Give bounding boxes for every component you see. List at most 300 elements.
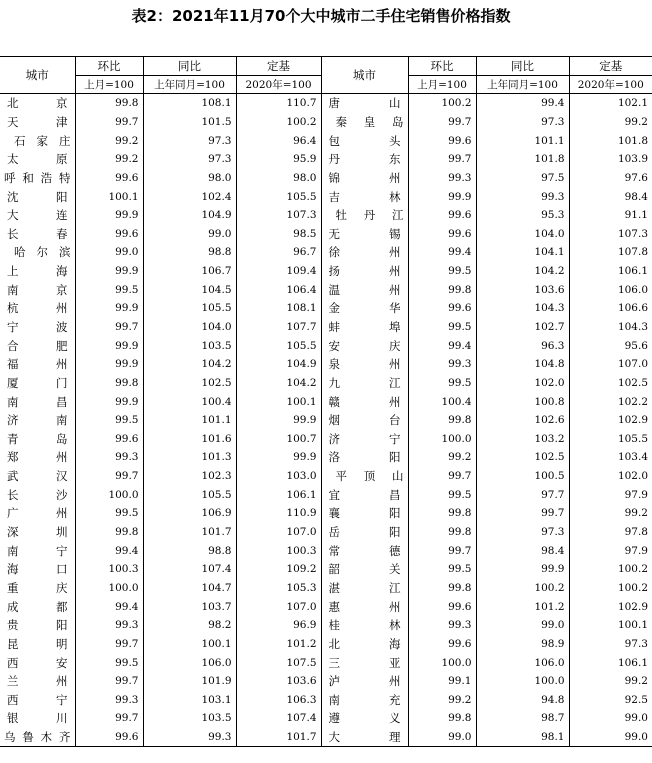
right-base-cell: 99.0 bbox=[569, 709, 652, 728]
table-row bbox=[0, 355, 652, 374]
right-base-cell: 99.2 bbox=[569, 113, 652, 132]
left-base-cell: 105.5 bbox=[236, 336, 321, 355]
table-row bbox=[0, 653, 652, 672]
left-mom-cell: 99.6 bbox=[75, 430, 143, 449]
right-city-cell: 常 德 bbox=[321, 541, 408, 560]
left-yoy-cell: 98.2 bbox=[143, 616, 236, 635]
left-base-cell: 101.2 bbox=[236, 635, 321, 654]
left-yoy-cell: 107.4 bbox=[143, 560, 236, 579]
left-mom-cell: 99.7 bbox=[75, 113, 143, 132]
right-mom-cell: 99.0 bbox=[408, 728, 476, 747]
left-base-cell: 107.0 bbox=[236, 523, 321, 542]
table-row bbox=[0, 523, 652, 542]
right-yoy-cell: 98.9 bbox=[476, 635, 569, 654]
right-city-cell: 牡丹江 bbox=[321, 206, 408, 225]
right-city-cell: 韶 关 bbox=[321, 560, 408, 579]
right-yoy-cell: 103.2 bbox=[476, 430, 569, 449]
left-yoy-cell: 104.5 bbox=[143, 280, 236, 299]
left-city-cell: 海 口 bbox=[7, 562, 68, 577]
header-city-right: 城市 bbox=[321, 57, 408, 94]
right-yoy-cell: 101.1 bbox=[476, 131, 569, 150]
left-yoy-cell: 105.5 bbox=[143, 299, 236, 318]
table-row bbox=[0, 113, 652, 132]
table-row bbox=[0, 504, 652, 523]
left-yoy-cell: 99.3 bbox=[143, 728, 236, 747]
right-mom-cell: 99.9 bbox=[408, 187, 476, 206]
right-yoy-cell: 99.3 bbox=[476, 187, 569, 206]
table-row bbox=[0, 169, 652, 188]
left-base-cell: 105.3 bbox=[236, 579, 321, 598]
left-city-cell: 合 肥 bbox=[7, 338, 68, 353]
table-row bbox=[0, 187, 652, 206]
right-city-cell: 包 头 bbox=[321, 131, 408, 150]
right-base-cell: 97.9 bbox=[569, 485, 652, 504]
table-row bbox=[0, 336, 652, 355]
left-city-cell: 武 汉 bbox=[7, 469, 68, 484]
right-mom-cell: 99.8 bbox=[408, 709, 476, 728]
right-yoy-cell: 100.8 bbox=[476, 392, 569, 411]
left-mom-cell: 99.7 bbox=[75, 709, 143, 728]
left-mom-cell: 99.4 bbox=[75, 541, 143, 560]
table-row bbox=[0, 672, 652, 691]
right-city-cell: 洛 阳 bbox=[321, 448, 408, 467]
table-row bbox=[0, 485, 652, 504]
right-city-cell: 湛 江 bbox=[321, 579, 408, 598]
right-city-cell: 济 宁 bbox=[321, 430, 408, 449]
right-mom-cell: 99.2 bbox=[408, 448, 476, 467]
right-yoy-cell: 96.3 bbox=[476, 336, 569, 355]
left-yoy-cell: 105.5 bbox=[143, 485, 236, 504]
left-yoy-cell: 98.8 bbox=[143, 243, 236, 262]
right-mom-cell: 99.2 bbox=[408, 691, 476, 710]
left-mom-cell: 99.5 bbox=[75, 411, 143, 430]
left-base-cell: 109.2 bbox=[236, 560, 321, 579]
right-mom-cell: 99.4 bbox=[408, 336, 476, 355]
left-city-cell: 厦 门 bbox=[7, 375, 68, 390]
left-city-cell: 重 庆 bbox=[7, 580, 68, 595]
right-city-cell: 秦皇岛 bbox=[321, 113, 408, 132]
left-base-cell: 99.9 bbox=[236, 411, 321, 430]
right-city-cell: 金 华 bbox=[321, 299, 408, 318]
table-row bbox=[0, 131, 652, 150]
right-mom-cell: 99.5 bbox=[408, 262, 476, 281]
left-yoy-cell: 103.7 bbox=[143, 597, 236, 616]
header-base: 定基 bbox=[236, 57, 321, 76]
right-yoy-cell: 103.6 bbox=[476, 280, 569, 299]
table-row bbox=[0, 635, 652, 654]
left-city-cell: 贵 阳 bbox=[7, 618, 68, 633]
right-yoy-cell: 99.7 bbox=[476, 504, 569, 523]
right-yoy-cell: 94.8 bbox=[476, 691, 569, 710]
right-mom-cell: 99.8 bbox=[408, 523, 476, 542]
right-city-cell: 锦 州 bbox=[321, 169, 408, 188]
left-base-cell: 109.4 bbox=[236, 262, 321, 281]
left-city-cell: 福 州 bbox=[7, 357, 68, 372]
table-row bbox=[0, 318, 652, 337]
left-mom-cell: 99.9 bbox=[75, 299, 143, 318]
left-base-cell: 106.3 bbox=[236, 691, 321, 710]
subheader-base-right: 2020年=100 bbox=[569, 76, 652, 94]
left-city-cell: 成 都 bbox=[7, 599, 68, 614]
right-yoy-cell: 104.3 bbox=[476, 299, 569, 318]
right-mom-cell: 99.6 bbox=[408, 131, 476, 150]
left-city-cell: 大 连 bbox=[7, 208, 68, 223]
right-mom-cell: 100.0 bbox=[408, 430, 476, 449]
right-base-cell: 107.0 bbox=[569, 355, 652, 374]
right-city-cell: 赣 州 bbox=[321, 392, 408, 411]
left-base-cell: 105.5 bbox=[236, 187, 321, 206]
left-yoy-cell: 106.7 bbox=[143, 262, 236, 281]
left-base-cell: 107.5 bbox=[236, 653, 321, 672]
left-mom-cell: 99.8 bbox=[75, 523, 143, 542]
right-base-cell: 95.6 bbox=[569, 336, 652, 355]
left-base-cell: 100.3 bbox=[236, 541, 321, 560]
left-base-cell: 107.7 bbox=[236, 318, 321, 337]
left-mom-cell: 99.2 bbox=[75, 150, 143, 169]
left-city-cell: 深 圳 bbox=[7, 525, 68, 540]
right-city-cell: 泉 州 bbox=[321, 355, 408, 374]
left-yoy-cell: 101.3 bbox=[143, 448, 236, 467]
right-base-cell: 106.0 bbox=[569, 280, 652, 299]
right-base-cell: 99.2 bbox=[569, 672, 652, 691]
left-city-cell: 广 州 bbox=[7, 506, 68, 521]
left-yoy-cell: 99.0 bbox=[143, 224, 236, 243]
left-city-cell: 郑 州 bbox=[7, 450, 68, 465]
table-row bbox=[0, 94, 652, 113]
left-mom-cell: 99.6 bbox=[75, 224, 143, 243]
left-city-cell: 太 原 bbox=[7, 152, 68, 167]
right-yoy-cell: 98.1 bbox=[476, 728, 569, 747]
left-yoy-cell: 98.8 bbox=[143, 541, 236, 560]
right-mom-cell: 99.1 bbox=[408, 672, 476, 691]
right-yoy-cell: 104.8 bbox=[476, 355, 569, 374]
right-city-cell: 大 理 bbox=[321, 728, 408, 747]
right-city-cell: 平顶山 bbox=[321, 467, 408, 486]
left-base-cell: 100.2 bbox=[236, 113, 321, 132]
right-mom-cell: 100.2 bbox=[408, 94, 476, 113]
left-yoy-cell: 101.1 bbox=[143, 411, 236, 430]
left-city-cell: 西 宁 bbox=[7, 692, 68, 707]
right-city-cell: 安 庆 bbox=[321, 336, 408, 355]
right-city-cell: 南 充 bbox=[321, 691, 408, 710]
right-yoy-cell: 102.7 bbox=[476, 318, 569, 337]
table-row bbox=[0, 374, 652, 393]
table-row bbox=[0, 262, 652, 281]
left-city-cell: 南 宁 bbox=[7, 543, 68, 558]
table-row bbox=[0, 243, 652, 262]
left-mom-cell: 99.0 bbox=[75, 243, 143, 262]
left-mom-cell: 99.5 bbox=[75, 653, 143, 672]
left-yoy-cell: 106.0 bbox=[143, 653, 236, 672]
left-mom-cell: 99.9 bbox=[75, 262, 143, 281]
right-yoy-cell: 99.9 bbox=[476, 560, 569, 579]
header-city: 城市 bbox=[0, 57, 75, 94]
left-yoy-cell: 101.5 bbox=[143, 113, 236, 132]
left-base-cell: 103.6 bbox=[236, 672, 321, 691]
right-mom-cell: 99.5 bbox=[408, 485, 476, 504]
right-city-cell: 唐 山 bbox=[321, 94, 408, 113]
left-yoy-cell: 103.5 bbox=[143, 709, 236, 728]
right-city-cell: 遵 义 bbox=[321, 709, 408, 728]
left-base-cell: 107.3 bbox=[236, 206, 321, 225]
left-mom-cell: 99.3 bbox=[75, 448, 143, 467]
right-yoy-cell: 102.6 bbox=[476, 411, 569, 430]
header-base-right: 定基 bbox=[569, 57, 652, 76]
left-yoy-cell: 104.2 bbox=[143, 355, 236, 374]
subheader-yoy: 上年同月=100 bbox=[143, 76, 236, 94]
right-mom-cell: 99.8 bbox=[408, 280, 476, 299]
left-city-cell: 济 南 bbox=[7, 413, 68, 428]
right-mom-cell: 99.6 bbox=[408, 224, 476, 243]
left-mom-cell: 99.8 bbox=[75, 94, 143, 113]
left-base-cell: 99.9 bbox=[236, 448, 321, 467]
right-yoy-cell: 97.5 bbox=[476, 169, 569, 188]
left-mom-cell: 99.2 bbox=[75, 131, 143, 150]
right-mom-cell: 99.6 bbox=[408, 635, 476, 654]
right-mom-cell: 99.6 bbox=[408, 299, 476, 318]
right-yoy-cell: 99.4 bbox=[476, 94, 569, 113]
left-city-cell: 南 京 bbox=[7, 282, 68, 297]
left-yoy-cell: 97.3 bbox=[143, 131, 236, 150]
left-yoy-cell: 103.1 bbox=[143, 691, 236, 710]
table-row bbox=[0, 709, 652, 728]
left-yoy-cell: 98.0 bbox=[143, 169, 236, 188]
left-mom-cell: 99.3 bbox=[75, 691, 143, 710]
table-row bbox=[0, 224, 652, 243]
left-mom-cell: 99.3 bbox=[75, 616, 143, 635]
right-base-cell: 103.9 bbox=[569, 150, 652, 169]
right-yoy-cell: 97.3 bbox=[476, 113, 569, 132]
left-city-cell: 上 海 bbox=[7, 264, 68, 279]
right-base-cell: 101.8 bbox=[569, 131, 652, 150]
left-base-cell: 100.7 bbox=[236, 430, 321, 449]
right-city-cell: 桂 林 bbox=[321, 616, 408, 635]
right-base-cell: 97.8 bbox=[569, 523, 652, 542]
left-mom-cell: 99.4 bbox=[75, 597, 143, 616]
right-base-cell: 97.9 bbox=[569, 541, 652, 560]
left-mom-cell: 100.1 bbox=[75, 187, 143, 206]
left-base-cell: 95.9 bbox=[236, 150, 321, 169]
right-city-cell: 岳 阳 bbox=[321, 523, 408, 542]
left-yoy-cell: 106.9 bbox=[143, 504, 236, 523]
left-base-cell: 96.9 bbox=[236, 616, 321, 635]
subheader-base: 2020年=100 bbox=[236, 76, 321, 94]
left-city-cell: 沈 阳 bbox=[7, 189, 68, 204]
right-mom-cell: 99.5 bbox=[408, 374, 476, 393]
right-mom-cell: 99.5 bbox=[408, 560, 476, 579]
right-base-cell: 105.5 bbox=[569, 430, 652, 449]
left-yoy-cell: 104.0 bbox=[143, 318, 236, 337]
left-base-cell: 104.9 bbox=[236, 355, 321, 374]
right-yoy-cell: 100.2 bbox=[476, 579, 569, 598]
right-city-cell: 襄 阳 bbox=[321, 504, 408, 523]
right-mom-cell: 99.7 bbox=[408, 467, 476, 486]
left-yoy-cell: 103.5 bbox=[143, 336, 236, 355]
right-base-cell: 106.6 bbox=[569, 299, 652, 318]
left-base-cell: 107.4 bbox=[236, 709, 321, 728]
left-mom-cell: 99.8 bbox=[75, 374, 143, 393]
table-row bbox=[0, 691, 652, 710]
left-mom-cell: 99.7 bbox=[75, 635, 143, 654]
right-mom-cell: 99.6 bbox=[408, 597, 476, 616]
right-city-cell: 宜 昌 bbox=[321, 485, 408, 504]
right-yoy-cell: 95.3 bbox=[476, 206, 569, 225]
right-base-cell: 102.2 bbox=[569, 392, 652, 411]
right-yoy-cell: 100.0 bbox=[476, 672, 569, 691]
right-base-cell: 100.2 bbox=[569, 579, 652, 598]
right-yoy-cell: 101.2 bbox=[476, 597, 569, 616]
right-base-cell: 107.3 bbox=[569, 224, 652, 243]
left-mom-cell: 99.6 bbox=[75, 169, 143, 188]
right-base-cell: 92.5 bbox=[569, 691, 652, 710]
right-yoy-cell: 104.2 bbox=[476, 262, 569, 281]
left-mom-cell: 100.0 bbox=[75, 579, 143, 598]
right-yoy-cell: 104.1 bbox=[476, 243, 569, 262]
right-mom-cell: 100.0 bbox=[408, 653, 476, 672]
left-city-cell: 石家庄 bbox=[14, 133, 71, 148]
left-mom-cell: 99.9 bbox=[75, 206, 143, 225]
right-mom-cell: 99.8 bbox=[408, 411, 476, 430]
table-row bbox=[0, 467, 652, 486]
table-title: 表2：2021年11月70个大中城市二手住宅销售价格指数 bbox=[131, 7, 511, 25]
table-row bbox=[0, 150, 652, 169]
left-base-cell: 98.5 bbox=[236, 224, 321, 243]
left-mom-cell: 99.7 bbox=[75, 467, 143, 486]
right-city-cell: 三 亚 bbox=[321, 653, 408, 672]
left-base-cell: 103.0 bbox=[236, 467, 321, 486]
table-row bbox=[0, 411, 652, 430]
table-row bbox=[0, 280, 652, 299]
right-mom-cell: 99.4 bbox=[408, 243, 476, 262]
left-yoy-cell: 101.6 bbox=[143, 430, 236, 449]
right-city-cell: 惠 州 bbox=[321, 597, 408, 616]
left-yoy-cell: 97.3 bbox=[143, 150, 236, 169]
left-city-cell: 西 安 bbox=[7, 655, 68, 670]
right-base-cell: 102.9 bbox=[569, 411, 652, 430]
left-mom-cell: 99.9 bbox=[75, 336, 143, 355]
price-index-table bbox=[0, 56, 652, 747]
right-mom-cell: 99.7 bbox=[408, 541, 476, 560]
left-mom-cell: 99.5 bbox=[75, 280, 143, 299]
left-city-cell: 银 川 bbox=[7, 711, 68, 726]
table-row bbox=[0, 560, 652, 579]
right-base-cell: 106.1 bbox=[569, 653, 652, 672]
left-mom-cell: 100.0 bbox=[75, 485, 143, 504]
left-city-cell: 哈尔滨 bbox=[14, 245, 71, 260]
right-yoy-cell: 101.8 bbox=[476, 150, 569, 169]
left-city-cell: 长 沙 bbox=[7, 487, 68, 502]
right-city-cell: 泸 州 bbox=[321, 672, 408, 691]
right-mom-cell: 99.3 bbox=[408, 355, 476, 374]
right-mom-cell: 99.8 bbox=[408, 579, 476, 598]
right-base-cell: 98.4 bbox=[569, 187, 652, 206]
left-city-cell: 杭 州 bbox=[7, 301, 68, 316]
right-yoy-cell: 97.3 bbox=[476, 523, 569, 542]
right-mom-cell: 99.7 bbox=[408, 150, 476, 169]
right-yoy-cell: 99.0 bbox=[476, 616, 569, 635]
right-city-cell: 扬 州 bbox=[321, 262, 408, 281]
right-base-cell: 102.0 bbox=[569, 467, 652, 486]
left-mom-cell: 99.9 bbox=[75, 355, 143, 374]
left-base-cell: 106.4 bbox=[236, 280, 321, 299]
left-yoy-cell: 100.4 bbox=[143, 392, 236, 411]
right-base-cell: 97.3 bbox=[569, 635, 652, 654]
right-mom-cell: 99.8 bbox=[408, 504, 476, 523]
right-base-cell: 106.1 bbox=[569, 262, 652, 281]
left-yoy-cell: 108.1 bbox=[143, 94, 236, 113]
subheader-mom: 上月=100 bbox=[75, 76, 143, 94]
left-base-cell: 110.7 bbox=[236, 94, 321, 113]
left-mom-cell: 100.3 bbox=[75, 560, 143, 579]
left-yoy-cell: 100.1 bbox=[143, 635, 236, 654]
left-city-cell: 天 津 bbox=[7, 114, 68, 129]
left-city-cell: 宁 波 bbox=[7, 320, 68, 334]
left-mom-cell: 99.7 bbox=[75, 672, 143, 691]
right-base-cell: 104.3 bbox=[569, 318, 652, 337]
right-yoy-cell: 97.7 bbox=[476, 485, 569, 504]
table-row bbox=[0, 299, 652, 318]
right-mom-cell: 99.5 bbox=[408, 318, 476, 337]
right-base-cell: 102.5 bbox=[569, 374, 652, 393]
right-city-cell: 温 州 bbox=[321, 280, 408, 299]
left-base-cell: 110.9 bbox=[236, 504, 321, 523]
right-base-cell: 103.4 bbox=[569, 448, 652, 467]
left-base-cell: 96.4 bbox=[236, 131, 321, 150]
left-yoy-cell: 102.3 bbox=[143, 467, 236, 486]
right-mom-cell: 99.6 bbox=[408, 206, 476, 225]
left-city-cell: 长 春 bbox=[7, 226, 68, 241]
header-mom: 环比 bbox=[75, 57, 143, 76]
right-base-cell: 100.1 bbox=[569, 616, 652, 635]
header-mom-right: 环比 bbox=[408, 57, 476, 76]
right-yoy-cell: 104.0 bbox=[476, 224, 569, 243]
right-mom-cell: 99.3 bbox=[408, 169, 476, 188]
left-city-cell: 兰 州 bbox=[7, 674, 68, 689]
right-yoy-cell: 100.5 bbox=[476, 467, 569, 486]
left-mom-cell: 99.9 bbox=[75, 392, 143, 411]
table-row bbox=[0, 616, 652, 635]
table-row bbox=[0, 392, 652, 411]
right-city-cell: 丹 东 bbox=[321, 150, 408, 169]
table-row bbox=[0, 541, 652, 560]
left-mom-cell: 99.5 bbox=[75, 504, 143, 523]
right-yoy-cell: 98.4 bbox=[476, 541, 569, 560]
right-mom-cell: 100.4 bbox=[408, 392, 476, 411]
table-row bbox=[0, 579, 652, 598]
left-base-cell: 108.1 bbox=[236, 299, 321, 318]
left-base-cell: 104.2 bbox=[236, 374, 321, 393]
table-row bbox=[0, 597, 652, 616]
right-yoy-cell: 98.7 bbox=[476, 709, 569, 728]
table-row bbox=[0, 728, 652, 747]
right-base-cell: 91.1 bbox=[569, 206, 652, 225]
right-yoy-cell: 106.0 bbox=[476, 653, 569, 672]
left-city-cell: 南 昌 bbox=[7, 394, 68, 409]
right-base-cell: 102.9 bbox=[569, 597, 652, 616]
table-row bbox=[0, 430, 652, 449]
left-base-cell: 107.0 bbox=[236, 597, 321, 616]
left-yoy-cell: 104.9 bbox=[143, 206, 236, 225]
right-city-cell: 北 海 bbox=[321, 635, 408, 654]
left-base-cell: 101.7 bbox=[236, 728, 321, 747]
left-city-cell: 昆 明 bbox=[7, 636, 68, 651]
right-city-cell: 吉 林 bbox=[321, 187, 408, 206]
right-city-cell: 无 锡 bbox=[321, 224, 408, 243]
right-city-cell: 九 江 bbox=[321, 374, 408, 393]
left-yoy-cell: 104.7 bbox=[143, 579, 236, 598]
right-base-cell: 100.2 bbox=[569, 560, 652, 579]
left-yoy-cell: 102.4 bbox=[143, 187, 236, 206]
